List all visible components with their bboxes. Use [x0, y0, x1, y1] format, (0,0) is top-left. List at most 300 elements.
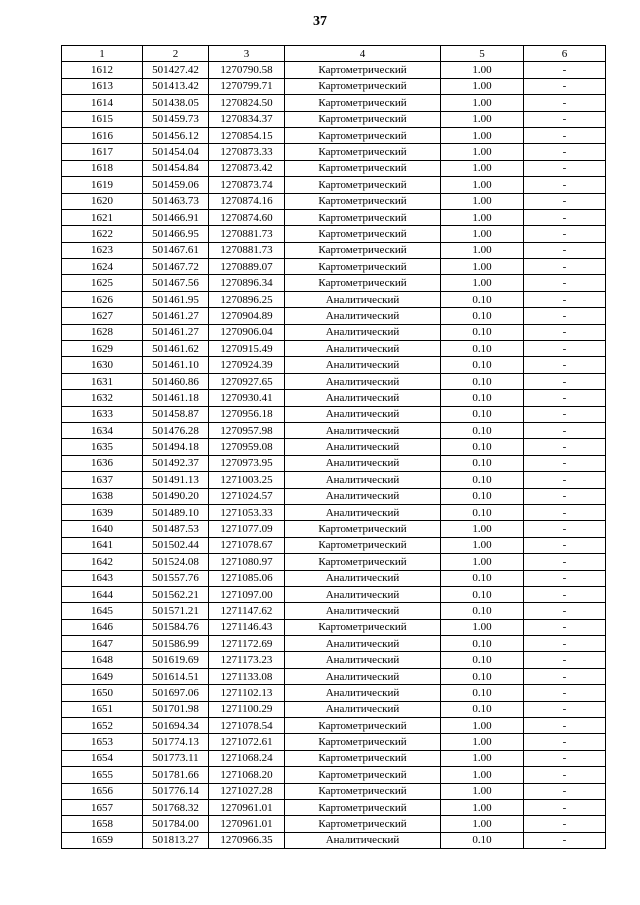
cell-point-number: 1658: [62, 816, 143, 832]
cell-y: 1271068.20: [209, 767, 285, 783]
cell-point-number: 1651: [62, 701, 143, 717]
cell-point-number: 1617: [62, 144, 143, 160]
cell-point-number: 1656: [62, 783, 143, 799]
cell-method: Картометрический: [285, 209, 441, 225]
cell-x: 501784.00: [143, 816, 209, 832]
cell-method: Аналитический: [285, 504, 441, 520]
table-row: [62, 570, 606, 586]
cell-accuracy: 0.10: [441, 439, 524, 455]
cell-note: -: [524, 668, 606, 684]
cell-accuracy: 1.00: [441, 193, 524, 209]
column-header-y: 3: [209, 46, 285, 62]
table-row: [62, 455, 606, 471]
cell-point-number: 1619: [62, 177, 143, 193]
cell-accuracy: 0.10: [441, 488, 524, 504]
cell-note: -: [524, 95, 606, 111]
cell-y: 1270824.50: [209, 95, 285, 111]
cell-note: -: [524, 504, 606, 520]
cell-note: -: [524, 586, 606, 602]
cell-x: 501466.91: [143, 209, 209, 225]
cell-accuracy: 0.10: [441, 422, 524, 438]
cell-method: Картометрический: [285, 799, 441, 815]
cell-y: 1270973.95: [209, 455, 285, 471]
table-row: [62, 652, 606, 668]
cell-x: 501571.21: [143, 603, 209, 619]
cell-y: 1270873.74: [209, 177, 285, 193]
cell-accuracy: 0.10: [441, 308, 524, 324]
table-row: [62, 193, 606, 209]
cell-note: -: [524, 521, 606, 537]
cell-x: 501463.73: [143, 193, 209, 209]
table-row: [62, 799, 606, 815]
cell-accuracy: 1.00: [441, 177, 524, 193]
table-row: [62, 718, 606, 734]
cell-accuracy: 1.00: [441, 767, 524, 783]
table-row: [62, 832, 606, 848]
cell-method: Картометрический: [285, 521, 441, 537]
cell-method: Аналитический: [285, 586, 441, 602]
cell-accuracy: 0.10: [441, 570, 524, 586]
cell-x: 501768.32: [143, 799, 209, 815]
cell-accuracy: 0.10: [441, 668, 524, 684]
cell-note: -: [524, 406, 606, 422]
cell-accuracy: 1.00: [441, 209, 524, 225]
cell-x: 501774.13: [143, 734, 209, 750]
cell-y: 1270957.98: [209, 422, 285, 438]
table-row: [62, 62, 606, 78]
cell-point-number: 1638: [62, 488, 143, 504]
cell-y: 1271077.09: [209, 521, 285, 537]
cell-y: 1270961.01: [209, 799, 285, 815]
cell-method: Картометрический: [285, 193, 441, 209]
cell-note: -: [524, 455, 606, 471]
cell-accuracy: 1.00: [441, 619, 524, 635]
table-row: [62, 127, 606, 143]
cell-method: Аналитический: [285, 422, 441, 438]
cell-method: Картометрический: [285, 537, 441, 553]
cell-y: 1271100.29: [209, 701, 285, 717]
cell-point-number: 1624: [62, 259, 143, 275]
cell-point-number: 1630: [62, 357, 143, 373]
cell-x: 501467.56: [143, 275, 209, 291]
cell-note: -: [524, 767, 606, 783]
cell-y: 1271102.13: [209, 685, 285, 701]
cell-method: Картометрический: [285, 226, 441, 242]
table-row: [62, 537, 606, 553]
cell-method: Аналитический: [285, 390, 441, 406]
cell-accuracy: 1.00: [441, 799, 524, 815]
cell-y: 1271068.24: [209, 750, 285, 766]
cell-note: -: [524, 488, 606, 504]
table-row: [62, 373, 606, 389]
cell-note: -: [524, 275, 606, 291]
cell-method: Аналитический: [285, 603, 441, 619]
table-row: [62, 275, 606, 291]
cell-point-number: 1659: [62, 832, 143, 848]
table-row: [62, 750, 606, 766]
cell-note: -: [524, 341, 606, 357]
cell-method: Аналитический: [285, 439, 441, 455]
cell-method: Аналитический: [285, 406, 441, 422]
cell-y: 1270854.15: [209, 127, 285, 143]
cell-y: 1271097.00: [209, 586, 285, 602]
table-row: [62, 783, 606, 799]
cell-accuracy: 0.10: [441, 636, 524, 652]
cell-point-number: 1615: [62, 111, 143, 127]
cell-method: Картометрический: [285, 242, 441, 258]
cell-point-number: 1655: [62, 767, 143, 783]
table-row: [62, 636, 606, 652]
cell-x: 501487.53: [143, 521, 209, 537]
cell-accuracy: 1.00: [441, 554, 524, 570]
cell-note: -: [524, 554, 606, 570]
cell-method: Картометрический: [285, 275, 441, 291]
table-row: [62, 209, 606, 225]
cell-accuracy: 1.00: [441, 226, 524, 242]
cell-point-number: 1637: [62, 472, 143, 488]
cell-y: 1271173.23: [209, 652, 285, 668]
cell-y: 1270874.16: [209, 193, 285, 209]
column-header-accuracy: 5: [441, 46, 524, 62]
cell-note: -: [524, 750, 606, 766]
cell-method: Аналитический: [285, 341, 441, 357]
coordinates-table: [61, 45, 606, 849]
cell-note: -: [524, 570, 606, 586]
cell-note: -: [524, 832, 606, 848]
cell-point-number: 1644: [62, 586, 143, 602]
table-header-row: [62, 46, 606, 62]
cell-method: Аналитический: [285, 570, 441, 586]
cell-x: 501461.10: [143, 357, 209, 373]
cell-method: Картометрический: [285, 127, 441, 143]
cell-point-number: 1652: [62, 718, 143, 734]
cell-note: -: [524, 652, 606, 668]
cell-point-number: 1643: [62, 570, 143, 586]
cell-y: 1270881.73: [209, 242, 285, 258]
table-row: [62, 160, 606, 176]
cell-x: 501619.69: [143, 652, 209, 668]
cell-method: Аналитический: [285, 701, 441, 717]
cell-accuracy: 1.00: [441, 718, 524, 734]
cell-method: Аналитический: [285, 636, 441, 652]
cell-x: 501460.86: [143, 373, 209, 389]
cell-point-number: 1629: [62, 341, 143, 357]
cell-y: 1271172.69: [209, 636, 285, 652]
cell-y: 1270959.08: [209, 439, 285, 455]
cell-point-number: 1632: [62, 390, 143, 406]
table-row: [62, 734, 606, 750]
cell-y: 1270956.18: [209, 406, 285, 422]
cell-accuracy: 1.00: [441, 521, 524, 537]
cell-x: 501476.28: [143, 422, 209, 438]
column-header-x: 2: [143, 46, 209, 62]
cell-x: 501461.27: [143, 324, 209, 340]
cell-point-number: 1612: [62, 62, 143, 78]
table-row: [62, 341, 606, 357]
cell-method: Картометрический: [285, 259, 441, 275]
table-row: [62, 521, 606, 537]
cell-method: Аналитический: [285, 373, 441, 389]
cell-y: 1271072.61: [209, 734, 285, 750]
cell-y: 1271147.62: [209, 603, 285, 619]
cell-x: 501466.95: [143, 226, 209, 242]
cell-accuracy: 1.00: [441, 734, 524, 750]
cell-method: Аналитический: [285, 472, 441, 488]
cell-y: 1270930.41: [209, 390, 285, 406]
table-row: [62, 324, 606, 340]
cell-note: -: [524, 701, 606, 717]
cell-accuracy: 1.00: [441, 95, 524, 111]
table-row: [62, 357, 606, 373]
cell-method: Аналитический: [285, 308, 441, 324]
cell-x: 501494.18: [143, 439, 209, 455]
cell-y: 1271027.28: [209, 783, 285, 799]
cell-note: -: [524, 259, 606, 275]
cell-y: 1270873.33: [209, 144, 285, 160]
cell-x: 501438.05: [143, 95, 209, 111]
cell-x: 501776.14: [143, 783, 209, 799]
cell-y: 1270961.01: [209, 816, 285, 832]
table-row: [62, 78, 606, 94]
table-row: [62, 586, 606, 602]
cell-y: 1270889.07: [209, 259, 285, 275]
cell-point-number: 1622: [62, 226, 143, 242]
cell-method: Картометрический: [285, 95, 441, 111]
cell-y: 1271146.43: [209, 619, 285, 635]
cell-point-number: 1625: [62, 275, 143, 291]
cell-point-number: 1639: [62, 504, 143, 520]
cell-note: -: [524, 619, 606, 635]
cell-point-number: 1646: [62, 619, 143, 635]
cell-point-number: 1650: [62, 685, 143, 701]
cell-method: Картометрический: [285, 816, 441, 832]
cell-note: -: [524, 636, 606, 652]
cell-y: 1270906.04: [209, 324, 285, 340]
cell-point-number: 1642: [62, 554, 143, 570]
table-row: [62, 472, 606, 488]
cell-method: Аналитический: [285, 488, 441, 504]
cell-y: 1270873.42: [209, 160, 285, 176]
cell-method: Картометрический: [285, 619, 441, 635]
cell-x: 501586.99: [143, 636, 209, 652]
cell-point-number: 1613: [62, 78, 143, 94]
cell-note: -: [524, 472, 606, 488]
table-row: [62, 406, 606, 422]
cell-x: 501467.61: [143, 242, 209, 258]
cell-note: -: [524, 439, 606, 455]
cell-method: Картометрический: [285, 78, 441, 94]
cell-note: -: [524, 291, 606, 307]
cell-x: 501562.21: [143, 586, 209, 602]
cell-note: -: [524, 734, 606, 750]
cell-point-number: 1616: [62, 127, 143, 143]
cell-x: 501490.20: [143, 488, 209, 504]
cell-accuracy: 1.00: [441, 111, 524, 127]
cell-method: Аналитический: [285, 324, 441, 340]
table-row: [62, 177, 606, 193]
cell-accuracy: 1.00: [441, 160, 524, 176]
table-row: [62, 816, 606, 832]
cell-y: 1271085.06: [209, 570, 285, 586]
cell-note: -: [524, 62, 606, 78]
column-header-method: 4: [285, 46, 441, 62]
cell-accuracy: 1.00: [441, 144, 524, 160]
cell-method: Аналитический: [285, 685, 441, 701]
cell-x: 501813.27: [143, 832, 209, 848]
cell-accuracy: 1.00: [441, 242, 524, 258]
cell-y: 1270896.25: [209, 291, 285, 307]
cell-accuracy: 1.00: [441, 78, 524, 94]
cell-x: 501413.42: [143, 78, 209, 94]
table-row: [62, 95, 606, 111]
table-row: [62, 111, 606, 127]
cell-note: -: [524, 422, 606, 438]
table-row: [62, 504, 606, 520]
cell-y: 1270874.60: [209, 209, 285, 225]
cell-point-number: 1628: [62, 324, 143, 340]
cell-accuracy: 1.00: [441, 127, 524, 143]
cell-accuracy: 0.10: [441, 652, 524, 668]
cell-y: 1270881.73: [209, 226, 285, 242]
cell-point-number: 1657: [62, 799, 143, 815]
cell-x: 501773.11: [143, 750, 209, 766]
table-row: [62, 767, 606, 783]
cell-x: 501427.42: [143, 62, 209, 78]
cell-note: -: [524, 783, 606, 799]
cell-y: 1271053.33: [209, 504, 285, 520]
cell-x: 501584.76: [143, 619, 209, 635]
cell-point-number: 1647: [62, 636, 143, 652]
cell-y: 1271024.57: [209, 488, 285, 504]
cell-x: 501614.51: [143, 668, 209, 684]
cell-method: Картометрический: [285, 111, 441, 127]
cell-y: 1271078.67: [209, 537, 285, 553]
cell-note: -: [524, 144, 606, 160]
cell-method: Картометрический: [285, 767, 441, 783]
cell-note: -: [524, 537, 606, 553]
cell-x: 501454.04: [143, 144, 209, 160]
cell-y: 1271078.54: [209, 718, 285, 734]
cell-y: 1270799.71: [209, 78, 285, 94]
cell-x: 501461.95: [143, 291, 209, 307]
cell-x: 501461.18: [143, 390, 209, 406]
cell-y: 1270966.35: [209, 832, 285, 848]
cell-note: -: [524, 226, 606, 242]
cell-x: 501697.06: [143, 685, 209, 701]
cell-point-number: 1626: [62, 291, 143, 307]
table-row: [62, 291, 606, 307]
cell-accuracy: 0.10: [441, 603, 524, 619]
table-row: [62, 439, 606, 455]
cell-note: -: [524, 209, 606, 225]
table-row: [62, 668, 606, 684]
cell-y: 1270915.49: [209, 341, 285, 357]
cell-method: Картометрический: [285, 783, 441, 799]
cell-x: 501701.98: [143, 701, 209, 717]
cell-method: Картометрический: [285, 62, 441, 78]
cell-point-number: 1635: [62, 439, 143, 455]
cell-x: 501454.84: [143, 160, 209, 176]
table-row: [62, 308, 606, 324]
cell-note: -: [524, 324, 606, 340]
cell-point-number: 1634: [62, 422, 143, 438]
table-row: [62, 619, 606, 635]
cell-x: 501502.44: [143, 537, 209, 553]
table-row: [62, 554, 606, 570]
cell-point-number: 1654: [62, 750, 143, 766]
table-row: [62, 144, 606, 160]
cell-note: -: [524, 127, 606, 143]
cell-accuracy: 0.10: [441, 390, 524, 406]
cell-point-number: 1653: [62, 734, 143, 750]
cell-note: -: [524, 373, 606, 389]
cell-x: 501456.12: [143, 127, 209, 143]
page-number: 37: [313, 14, 327, 29]
cell-method: Аналитический: [285, 652, 441, 668]
cell-method: Картометрический: [285, 734, 441, 750]
cell-method: Картометрический: [285, 718, 441, 734]
table-row: [62, 422, 606, 438]
cell-point-number: 1636: [62, 455, 143, 471]
cell-accuracy: 0.10: [441, 832, 524, 848]
cell-accuracy: 0.10: [441, 291, 524, 307]
cell-accuracy: 0.10: [441, 373, 524, 389]
cell-note: -: [524, 357, 606, 373]
cell-point-number: 1649: [62, 668, 143, 684]
cell-note: -: [524, 160, 606, 176]
cell-accuracy: 1.00: [441, 783, 524, 799]
cell-point-number: 1623: [62, 242, 143, 258]
cell-method: Картометрический: [285, 160, 441, 176]
cell-x: 501489.10: [143, 504, 209, 520]
cell-note: -: [524, 78, 606, 94]
cell-note: -: [524, 390, 606, 406]
cell-accuracy: 0.10: [441, 341, 524, 357]
cell-method: Аналитический: [285, 455, 441, 471]
cell-note: -: [524, 685, 606, 701]
cell-point-number: 1614: [62, 95, 143, 111]
cell-x: 501467.72: [143, 259, 209, 275]
cell-x: 501491.13: [143, 472, 209, 488]
cell-accuracy: 0.10: [441, 586, 524, 602]
table-row: [62, 701, 606, 717]
cell-x: 501524.08: [143, 554, 209, 570]
cell-method: Аналитический: [285, 291, 441, 307]
table-row: [62, 488, 606, 504]
column-header-point-number: 1: [62, 46, 143, 62]
cell-y: 1270790.58: [209, 62, 285, 78]
table-row: [62, 242, 606, 258]
cell-accuracy: 1.00: [441, 750, 524, 766]
cell-accuracy: 0.10: [441, 406, 524, 422]
cell-method: Аналитический: [285, 832, 441, 848]
cell-method: Картометрический: [285, 177, 441, 193]
cell-y: 1270896.34: [209, 275, 285, 291]
cell-y: 1270927.65: [209, 373, 285, 389]
cell-y: 1270834.37: [209, 111, 285, 127]
cell-x: 501781.66: [143, 767, 209, 783]
cell-point-number: 1640: [62, 521, 143, 537]
table-row: [62, 390, 606, 406]
cell-method: Аналитический: [285, 668, 441, 684]
cell-accuracy: 0.10: [441, 324, 524, 340]
cell-point-number: 1620: [62, 193, 143, 209]
cell-accuracy: 1.00: [441, 537, 524, 553]
cell-point-number: 1633: [62, 406, 143, 422]
table-row: [62, 259, 606, 275]
cell-x: 501557.76: [143, 570, 209, 586]
cell-note: -: [524, 193, 606, 209]
